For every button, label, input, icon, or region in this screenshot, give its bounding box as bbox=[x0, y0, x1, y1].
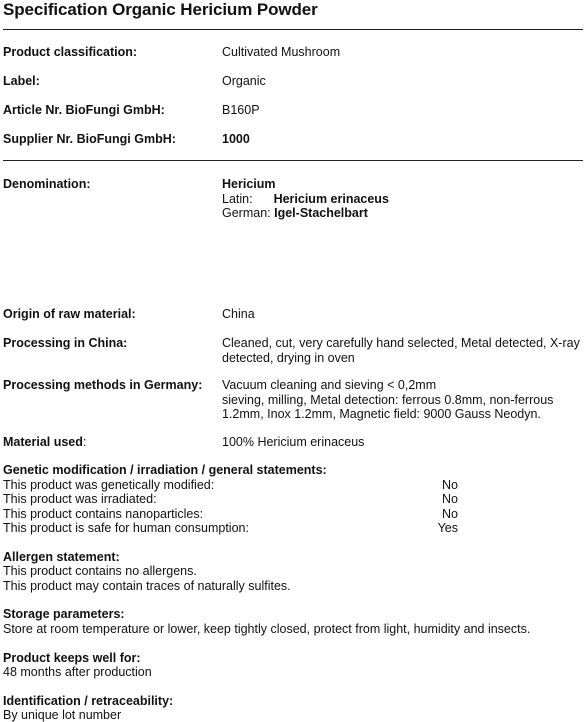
genetic-section-title: Genetic modification / irradiation / general statements: bbox=[3, 463, 327, 477]
german-name: Igel-Stachelbart bbox=[274, 206, 368, 220]
latin-name-row bbox=[222, 192, 389, 207]
latin-name: Hericium erinaceus bbox=[273, 191, 389, 206]
allergen-line: This product may contain traces of naturally sulfites. bbox=[3, 579, 291, 593]
shelf-life-text: 48 months after production bbox=[3, 665, 152, 679]
safety-answer: Yes bbox=[437, 521, 458, 535]
allergen-section-title: Allergen statement: bbox=[3, 550, 120, 564]
nanoparticles-statement: This product contains nanoparticles: bbox=[3, 507, 204, 521]
article-nr-label: Article Nr. BioFungi GmbH: bbox=[3, 103, 165, 117]
latin-label: Latin: bbox=[222, 191, 253, 206]
shelf-life-section-title: Product keeps well for: bbox=[3, 651, 141, 665]
irradiated-answer: No bbox=[442, 492, 458, 506]
processing-germany-line: Vacuum cleaning and sieving < 0,2mm bbox=[222, 378, 437, 392]
nanoparticles-answer: No bbox=[442, 507, 458, 521]
identification-text: By unique lot number bbox=[3, 708, 122, 722]
product-classification-label: Product classification: bbox=[3, 45, 138, 59]
page-title: Specification Organic Hericium Powder bbox=[3, 0, 318, 19]
irradiated-statement: This product was irradiated: bbox=[3, 492, 157, 506]
denomination-label: Denomination: bbox=[3, 177, 91, 191]
processing-china-value bbox=[222, 336, 580, 365]
material-used-label-colon: : bbox=[82, 435, 87, 449]
article-nr-value: B160P bbox=[222, 103, 260, 117]
genetic-answer: No bbox=[442, 478, 458, 492]
processing-china-line: detected, drying in oven bbox=[222, 350, 355, 365]
label-value: Organic bbox=[222, 74, 266, 88]
denomination-value bbox=[222, 177, 389, 221]
german-label: German: bbox=[222, 206, 271, 220]
processing-china-line: Cleaned, cut, very carefully hand selected, Metal detected, X-ray bbox=[222, 336, 580, 350]
storage-text: Store at room temperature or lower, keep tightly closed, protect from light, humidity and insects. bbox=[3, 622, 531, 636]
identification-section-title: Identification / retraceability: bbox=[3, 694, 174, 708]
header-divider bbox=[3, 160, 583, 161]
denomination-name: Hericium bbox=[222, 177, 276, 191]
label-label: Label: bbox=[3, 74, 40, 88]
german-name-row bbox=[222, 206, 389, 221]
processing-germany-line: 1.2mm, Inox 1.2mm, Magnetic field: 9000 Gauss Neodyn. bbox=[222, 407, 541, 421]
origin-label: Origin of raw material: bbox=[3, 307, 136, 321]
material-used-label bbox=[3, 435, 86, 449]
allergen-line: This product contains no allergens. bbox=[3, 564, 197, 578]
supplier-nr-value: 1000 bbox=[222, 132, 250, 146]
safety-statement: This product is safe for human consumption: bbox=[3, 521, 249, 535]
genetic-statement: This product was genetically modified: bbox=[3, 478, 215, 492]
processing-germany-line: sieving, milling, Metal detection: ferrous 0.8mm, non-ferrous bbox=[222, 392, 554, 407]
product-classification-value: Cultivated Mushroom bbox=[222, 45, 341, 59]
supplier-nr-label: Supplier Nr. BioFungi GmbH: bbox=[3, 132, 176, 146]
processing-germany-value bbox=[222, 378, 553, 422]
title-divider bbox=[3, 29, 583, 30]
processing-china-label: Processing in China: bbox=[3, 336, 128, 350]
origin-value: China bbox=[222, 307, 255, 321]
material-used-value: 100% Hericium erinaceus bbox=[222, 435, 365, 449]
storage-section-title: Storage parameters: bbox=[3, 607, 125, 621]
processing-germany-label: Processing methods in Germany: bbox=[3, 378, 203, 392]
material-used-label-text: Material used bbox=[3, 435, 83, 449]
